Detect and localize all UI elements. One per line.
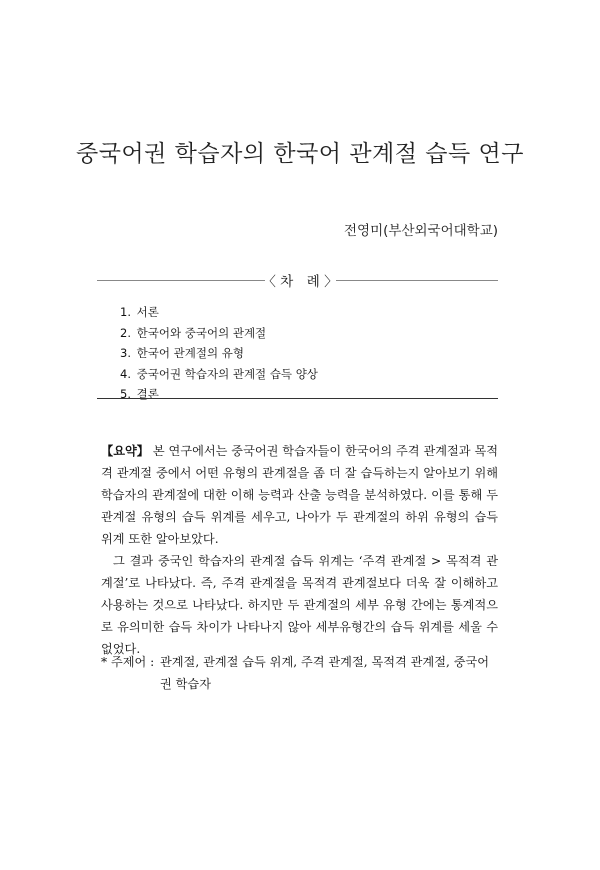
toc-divider <box>97 398 498 399</box>
toc-item: 3. 한국어 관계절의 유형 <box>120 346 244 360</box>
abstract-paragraph: 그 결과 중국인 학습자의 관계절 습득 위계는 ‘주격 관계절 > 목적격 관계절’로 나타났다. 즉, 주격 관계절을 목적격 관계절보다 더욱 잘 이해하고 사용하는 것으로 나타났다. 하지만 두 관계절의 세부 유형 간에는 통계적으로 유의미한 습득 차이가 나타나지 않아 세부유형간의 습득 위계를 세울 수 없었다. <box>101 554 498 656</box>
keywords-text: 관계절, 관계절 습득 위계, 주격 관계절, 목적격 관계절, 중국어권 학습자 <box>160 655 490 691</box>
toc-item: 5. 결론 <box>120 387 159 401</box>
keywords-label: * 주제어 : <box>101 655 155 669</box>
abstract-label: 【요약】 <box>101 444 149 458</box>
paper-title: 중국어권 학습자의 한국어 관계절 습득 연구 <box>76 141 524 167</box>
abstract <box>101 440 498 660</box>
toc-item: 4. 중국어권 학습자의 관계절 습득 양상 <box>120 366 318 381</box>
author-affiliation: 전영미(부산외국어대학교) <box>344 223 498 239</box>
toc-right-rule <box>336 280 498 281</box>
toc-heading: 〈 차 례 〉 <box>262 274 338 290</box>
toc-item: 2. 한국어와 중국어의 관계절 <box>120 325 267 340</box>
toc-item: 1. 서론 <box>120 305 159 319</box>
abstract-paragraph: 【요약】 본 연구에서는 중국어권 학습자들이 한국어의 주격 관계절과 목적격 관계절 중에서 어떤 유형의 관계절을 좀 더 잘 습득하는지 알아보기 위해 학습자의 관계절에 대한 이해 능력과 산출 능력을 분석하였다. 이를 통해 두 관계절 유형의 습득 위계를 세우고, 나아가 두 관계절의 하위 유형의 습득 위계 또한 알아보았다. <box>101 444 498 546</box>
toc-list <box>120 302 318 405</box>
